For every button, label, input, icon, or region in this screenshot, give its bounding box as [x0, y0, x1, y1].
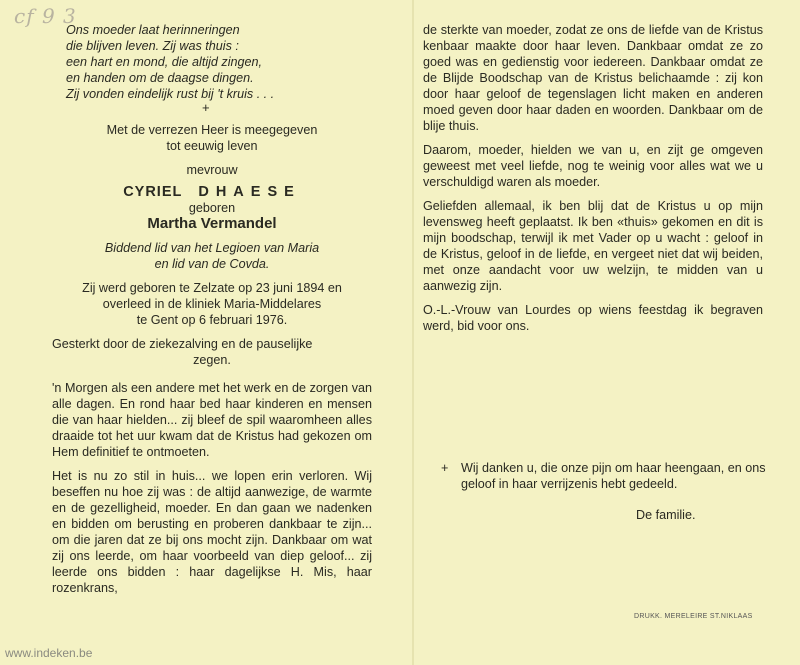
birth-name: Martha Vermandel: [147, 215, 277, 232]
cross-icon: +: [202, 100, 210, 115]
birth-death-line: te Gent op 6 februari 1976.: [136, 313, 288, 327]
right-paragraph: Geliefden allemaal, ik ben blij dat de Kristus u op mijn levensweg heeft geplaatst. Ik ben «thuis» gekomen en dit is mijn boodschap, terwijl ik met Vader op u wacht : geloof in de Kristus, geloof in de liefde, en vergeet niet dat wij beiden, met onze aandacht voor uw welzijn, te midden van u aanwezig zijn.: [423, 199, 763, 293]
membership-line: Biddend lid van het Legioen van Maria: [104, 241, 320, 255]
born-word: geboren: [188, 201, 236, 215]
first-name: CYRIEL: [123, 184, 183, 200]
cross-icon: +: [441, 461, 449, 475]
right-paragraph: O.-L.-Vrouw van Lourdes op wiens feestdag ik begraven werd, bid voor ons.: [423, 303, 763, 333]
membership-line: en lid van de Covda.: [154, 257, 270, 271]
surname: DHAESE: [198, 184, 301, 200]
right-paragraph: de sterkte van moeder, zodat ze ons de liefde van de Kristus kenbaar maakte door haar leven. Dankbaar omdat ze zo goed was en gedienstig voor iedereen. Dankbaar omdat ze de Blijde Boodschap van de Kristus belichaamde : zij kon door haar geloof de tegenslagen licht maken en anderen moed geven door haar daden en woorden. Dankbaar om de blije thuis.: [423, 23, 763, 133]
printer-credit: DRUKK. MERELEIRE ST.NIKLAAS: [634, 613, 753, 620]
poem-line: die blijven leven. Zij was thuis :: [66, 39, 239, 53]
deceased-name: [52, 184, 372, 200]
thanks-text: Wij danken u, die onze pijn om haar heengaan, en ons geloof in haar verrijzenis hebt gedeeld.: [461, 461, 766, 491]
sacraments-line: Gesterkt door de ziekezalving en de pauselijke: [52, 337, 313, 351]
left-paragraph: 'n Morgen als een andere met het werk en de zorgen van alle dagen. En rond haar bed haar kinderen en mensen die van haar hielden... zij bleef de spil waaromheen alles draaide tot het uur kwam dat de Kristus had gekozen om Hem definitief te ontmoeten.: [52, 381, 372, 459]
right-page: [423, 22, 763, 334]
title-word: mevrouw: [186, 163, 238, 177]
right-paragraph: Daarom, moeder, hielden we van u, en zijt ge omgeven geweest met veel liefde, nog te weinig voor alles wat we u verschuldigd waren als moeder.: [423, 143, 763, 189]
intro-line: Met de verrezen Heer is meegegeven: [106, 123, 318, 137]
sacraments-line: zegen.: [193, 353, 231, 367]
birth-death-line: overleed in de kliniek Maria-Middelares: [102, 297, 322, 311]
birth-death-line: Zij werd geboren te Zelzate op 23 juni 1894 en: [82, 281, 342, 295]
left-page: [52, 22, 372, 596]
poem: [66, 22, 372, 102]
poem-line: Zij vonden eindelijk rust bij 't kruis . . .: [66, 87, 275, 101]
handwritten-note: cf 9 3: [14, 4, 77, 28]
signoff: De familie.: [636, 508, 696, 522]
thanks-block: [441, 460, 771, 492]
card-fold: [412, 0, 414, 665]
left-paragraph: Het is nu zo stil in huis... we lopen erin verloren. Wij beseffen nu hoe zij was : de altijd aanwezige, de warmte en de gezelligheid, moeder. En dan gaan we nadenken en bidden om berusting en proberen dankbaar te zijn... om die jaren dat ze bij ons mocht zijn. Dankbaar om wat zij ons leerde, om haar voorbeeld van diep geloof... zij leerde ons bidden : haar dagelijkse H. Mis, haar rozenkrans,: [52, 469, 372, 595]
poem-line: Ons moeder laat herinneringen: [66, 23, 240, 37]
watermark: www.indeken.be: [5, 646, 93, 660]
intro-line: tot eeuwig leven: [166, 139, 258, 153]
poem-line: en handen om de daagse dingen.: [66, 71, 254, 85]
poem-line: een hart en mond, die altijd zingen,: [66, 55, 263, 69]
